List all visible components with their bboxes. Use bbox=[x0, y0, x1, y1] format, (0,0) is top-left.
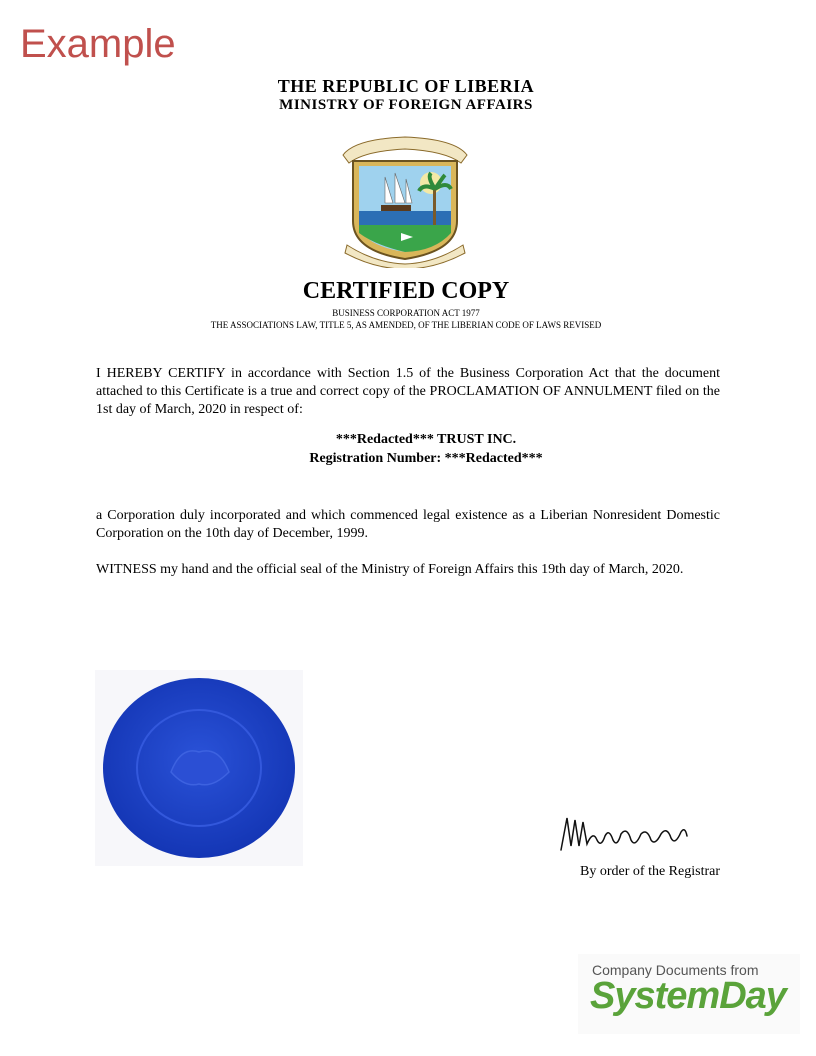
logo-brand: SystemDay bbox=[590, 975, 786, 1017]
certify-paragraph: I HEREBY CERTIFY in accordance with Section 1.5 of the Business Corporation Act that the document attached to this Certificate is a true and correct copy of the PROCLAMATION OF ANNULMENT filed on the 1st day of March, 2020 in respect of: bbox=[96, 366, 720, 417]
registration-number: Registration Number: ***Redacted*** bbox=[309, 451, 543, 466]
corporation-paragraph: a Corporation duly incorporated and which commenced legal existence as a Liberian Nonresident Domestic Corporation on the 10th day of December, 1999. bbox=[96, 508, 720, 541]
witness-paragraph: WITNESS my hand and the official seal of the Ministry of Foreign Affairs this 19th day of March, 2020. bbox=[96, 562, 684, 577]
registrar-line: By order of the Registrar bbox=[580, 864, 720, 879]
ministry-seal-stamp bbox=[101, 676, 297, 860]
example-watermark: Example bbox=[20, 22, 176, 66]
motto-scroll bbox=[343, 137, 467, 163]
certificate-title: CERTIFIED COPY bbox=[302, 278, 510, 304]
act-subtitle: BUSINESS CORPORATION ACT 1977 bbox=[332, 308, 480, 318]
ministry-heading: MINISTRY OF FOREIGN AFFAIRS bbox=[279, 97, 533, 113]
registrar-signature bbox=[557, 810, 692, 860]
country-heading: THE REPUBLIC OF LIBERIA bbox=[277, 76, 535, 96]
entity-name: ***Redacted*** TRUST INC. bbox=[335, 432, 517, 447]
law-subtitle: THE ASSOCIATIONS LAW, TITLE 5, AS AMENDED, OF THE LIBERIAN CODE OF LAWS REVISED bbox=[210, 320, 602, 330]
coat-of-arms-emblem bbox=[335, 133, 475, 268]
logo-tagline: Company Documents from bbox=[592, 962, 759, 978]
